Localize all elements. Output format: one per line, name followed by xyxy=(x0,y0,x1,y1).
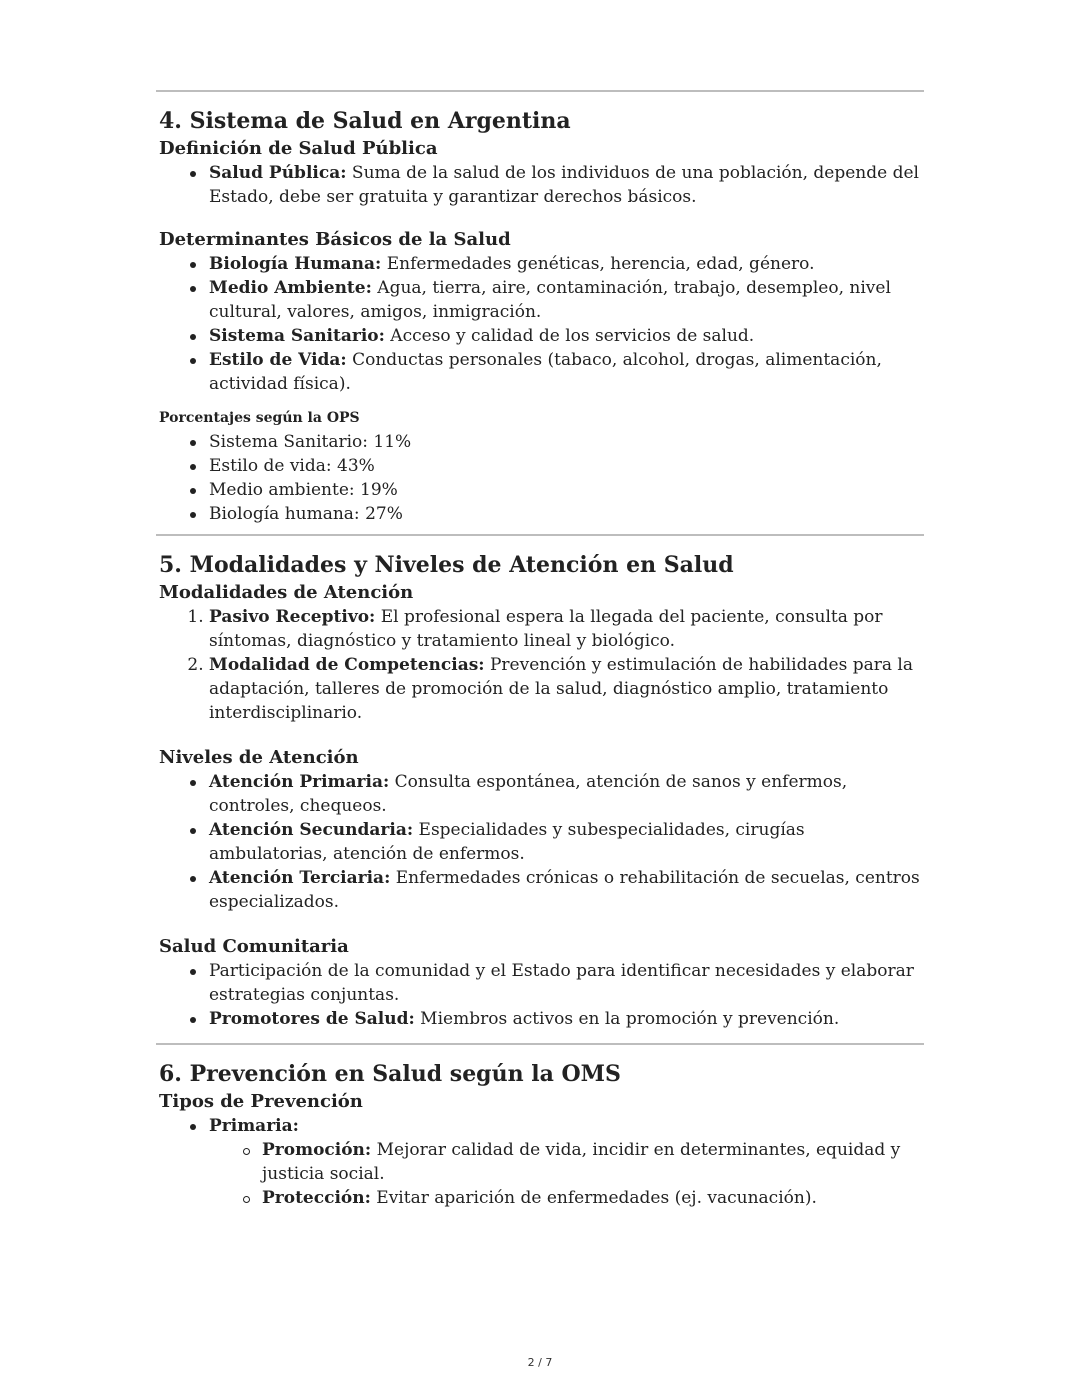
community-health-heading: Salud Comunitaria xyxy=(159,936,349,957)
list-item: Atención Secundaria: Especialidades y subespecialidades, cirugías ambulatorias, atención de enfermos. xyxy=(209,818,924,866)
determinants-list xyxy=(156,252,924,396)
ops-percentages-list xyxy=(156,430,924,526)
list-item: Sistema Sanitario: 11% xyxy=(209,430,924,454)
list-item: Protección: Evitar aparición de enfermedades (ej. vacunación). xyxy=(262,1186,924,1210)
prevention-types-list xyxy=(156,1114,924,1210)
list-item: Atención Primaria: Consulta espontánea, atención de sanos y enfermos, controles, chequeos. xyxy=(209,770,924,818)
list-item: Medio ambiente: 19% xyxy=(209,478,924,502)
definition-heading: Definición de Salud Pública xyxy=(159,138,438,159)
list-item: Promoción: Mejorar calidad de vida, incidir en determinantes, equidad y justicia social. xyxy=(262,1138,924,1186)
prevention-types-heading: Tipos de Prevención xyxy=(159,1091,363,1112)
list-item: Participación de la comunidad y el Estado para identificar necesidades y elaborar estrategias conjuntas. xyxy=(209,959,924,1007)
document-page xyxy=(156,90,924,1222)
section-6-title: 6. Prevención en Salud según la OMS xyxy=(159,1061,621,1087)
levels-list xyxy=(156,770,924,914)
ops-percentages-heading: Porcentajes según la OPS xyxy=(159,410,360,426)
levels-heading: Niveles de Atención xyxy=(159,747,359,768)
page-indicator: 2 / 7 xyxy=(527,1356,553,1369)
community-health-list xyxy=(156,959,924,1031)
list-item: 1. Pasivo Receptivo: El profesional espera la llegada del paciente, consulta por síntomas, diagnóstico y tratamiento lineal y biológico. xyxy=(209,605,924,653)
determinants-heading: Determinantes Básicos de la Salud xyxy=(159,229,511,250)
list-item: Estilo de Vida: Conductas personales (tabaco, alcohol, drogas, alimentación, actividad física). xyxy=(209,348,924,396)
modalities-list xyxy=(156,605,924,725)
list-item: Atención Terciaria: Enfermedades crónicas o rehabilitación de secuelas, centros especializados. xyxy=(209,866,924,914)
list-item: Biología Humana: Enfermedades genéticas, herencia, edad, género. xyxy=(209,252,924,276)
primary-prevention-sublist xyxy=(209,1138,924,1210)
section-4-title: 4. Sistema de Salud en Argentina xyxy=(159,108,571,134)
list-item: Primaria: Promoción: Mejorar calidad de vida, incidir en determinantes, equidad y justicia social. Protección: Evitar aparición de enfermedades (ej. vacunación). xyxy=(209,1114,924,1210)
list-item: Promotores de Salud: Miembros activos en la promoción y prevención. xyxy=(209,1007,924,1031)
list-item: Sistema Sanitario: Acceso y calidad de los servicios de salud. xyxy=(209,324,924,348)
section-5-title: 5. Modalidades y Niveles de Atención en Salud xyxy=(159,552,734,578)
divider xyxy=(156,1043,924,1045)
list-item: Biología humana: 27% xyxy=(209,502,924,526)
definition-list xyxy=(156,161,924,209)
list-item: Salud Pública: Suma de la salud de los individuos de una población, depende del Estado, debe ser gratuita y garantizar derechos básicos. xyxy=(209,161,924,209)
modalities-heading: Modalidades de Atención xyxy=(159,582,414,603)
list-item: 2. Modalidad de Competencias: Prevención y estimulación de habilidades para la adaptación, talleres de promoción de la salud, diagnóstico amplio, tratamiento interdisciplinario. xyxy=(209,653,924,725)
divider xyxy=(156,534,924,536)
divider xyxy=(156,90,924,92)
list-item: Estilo de vida: 43% xyxy=(209,454,924,478)
list-item: Medio Ambiente: Agua, tierra, aire, contaminación, trabajo, desempleo, nivel cultural, valores, amigos, inmigración. xyxy=(209,276,924,324)
